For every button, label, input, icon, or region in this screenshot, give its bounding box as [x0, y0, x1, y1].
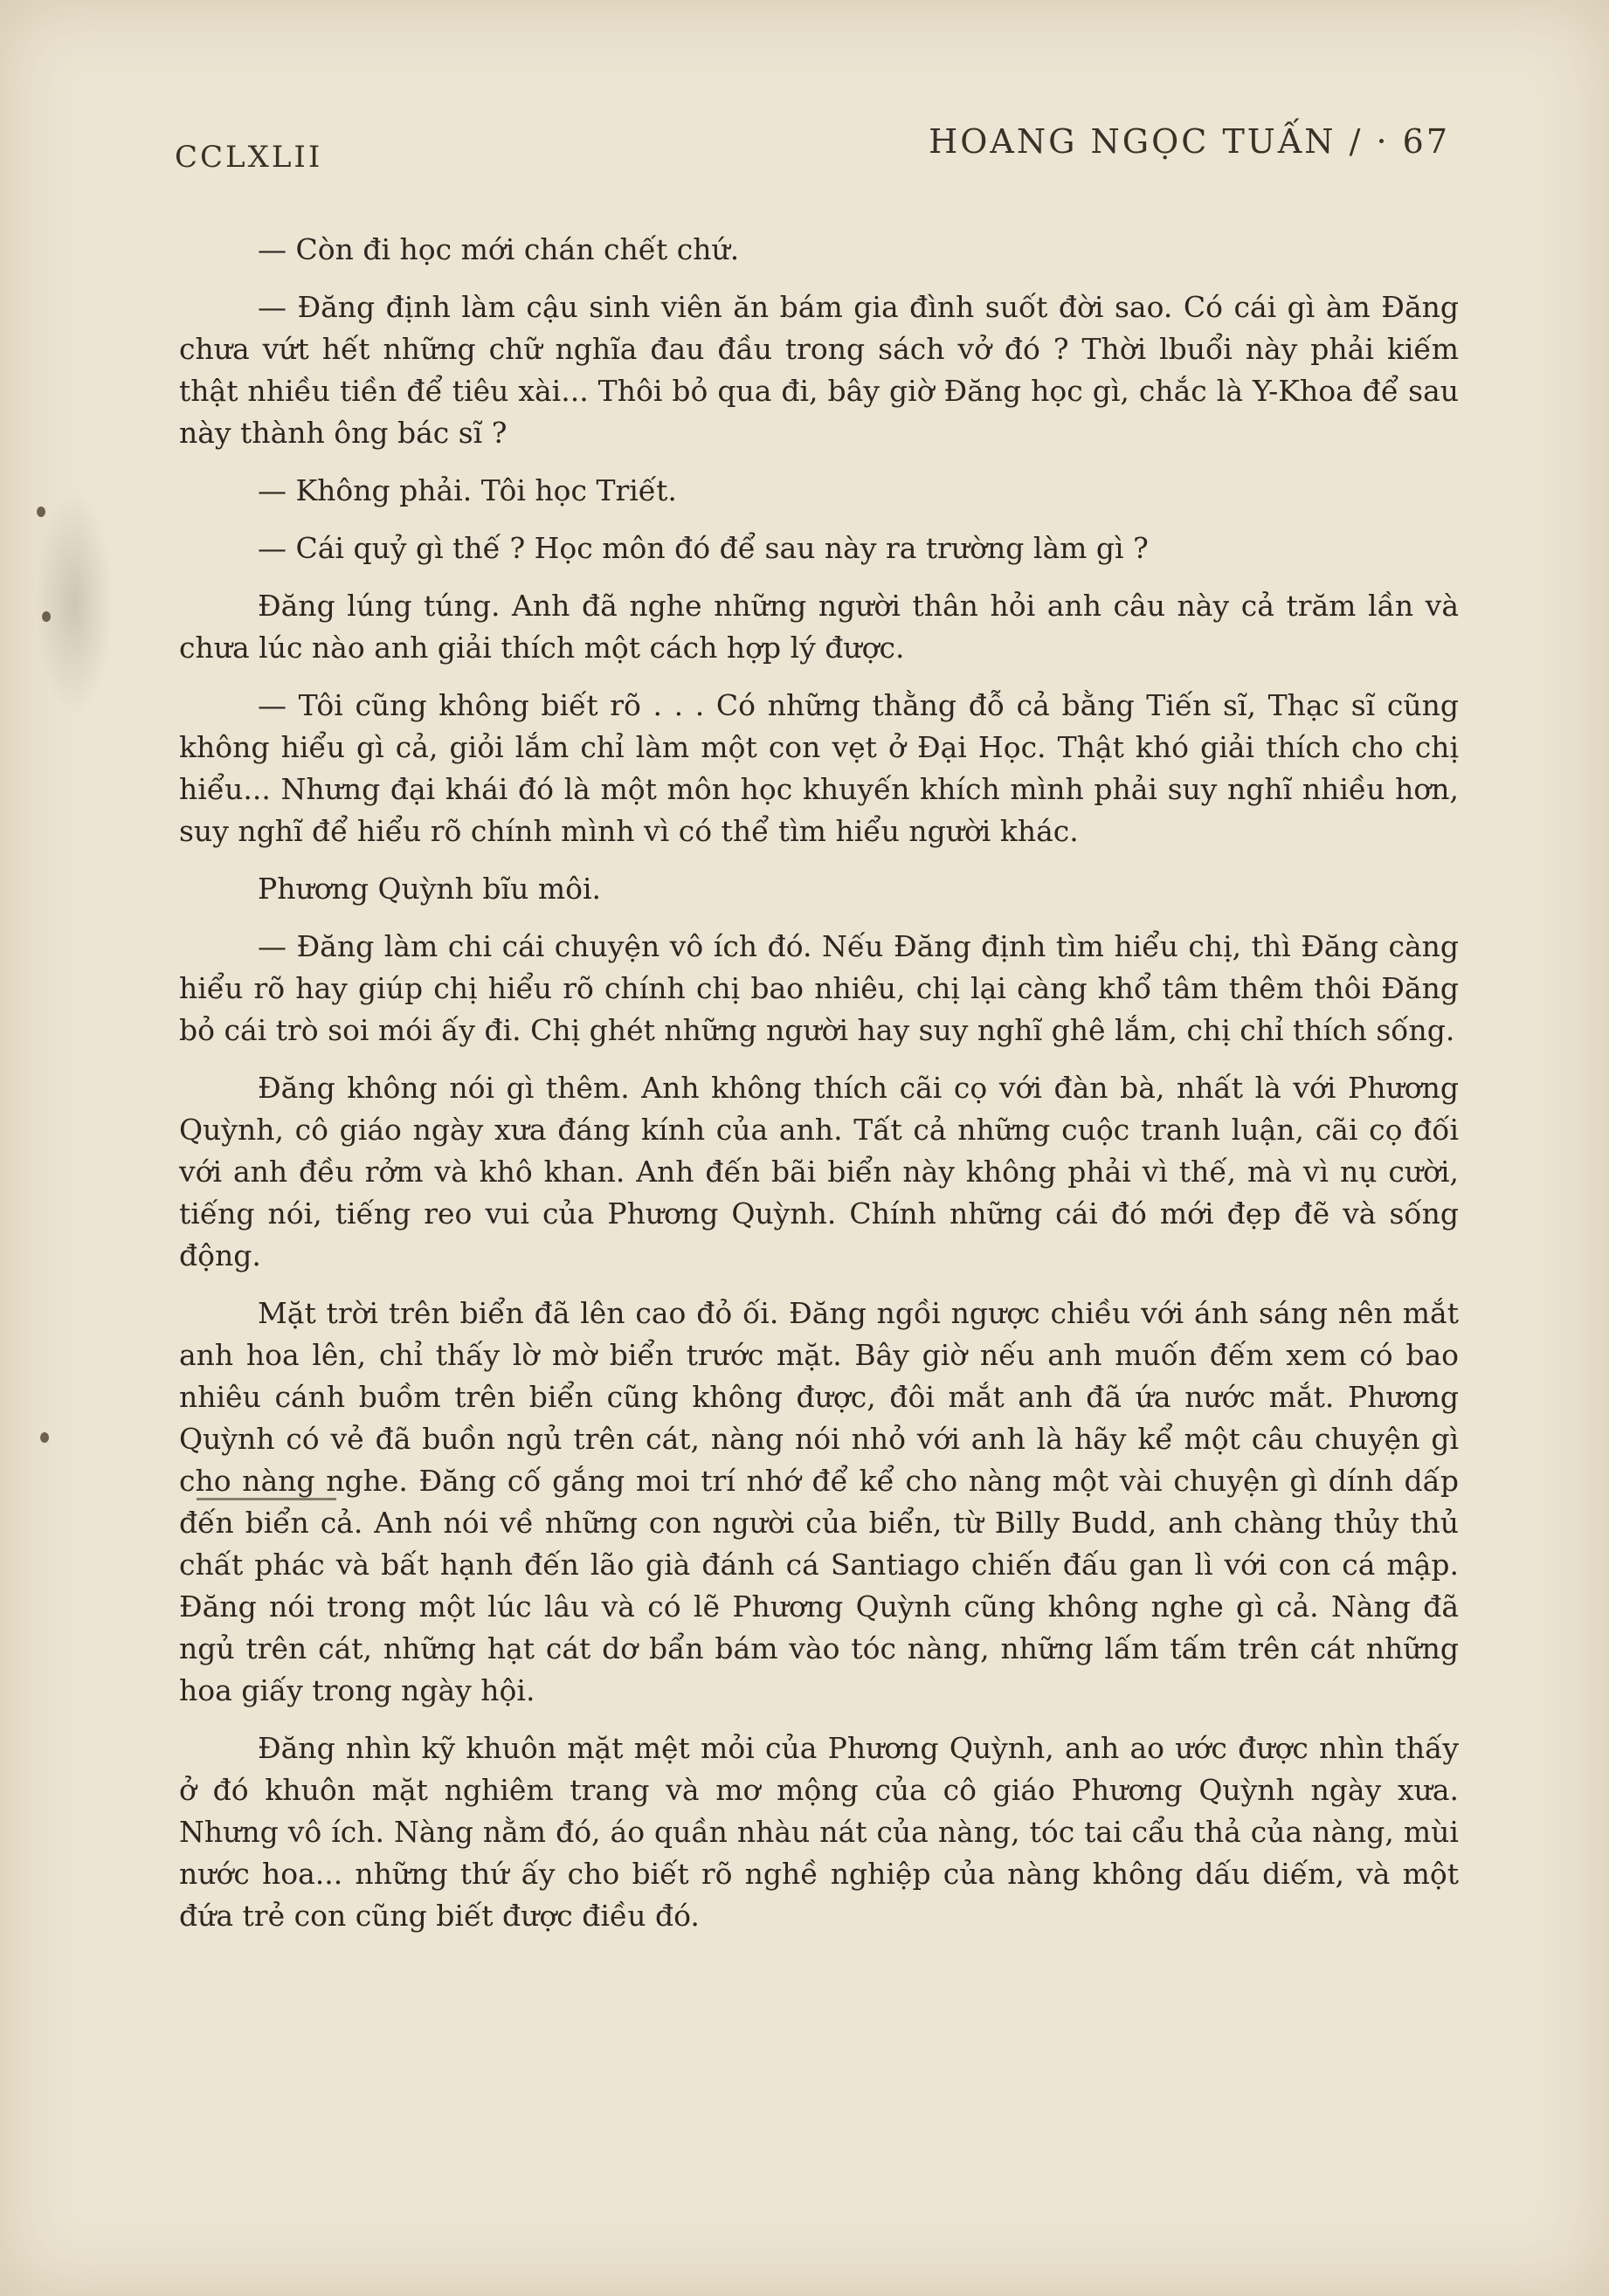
- margin-spot: [42, 611, 51, 622]
- paragraph: Đăng nhìn kỹ khuôn mặt mệt mỏi của Phương Quỳnh, anh ao ước được nhìn thấy ở đó khuôn mặt nghiêm trang và mơ mộng của cô giáo Phương Quỳnh ngày xưa. Nhưng vô ích. Nàng nằm đó, áo quần nhàu nát của nàng, tóc tai cẩu thả của nàng, mùi nước hoa... những thứ ấy cho biết rõ nghề nghiệp của nàng không dấu diếm, và một đứa trẻ con cũng biết được điều đó.: [179, 1731, 1459, 1933]
- paragraph: — Cái quỷ gì thế ? Học môn đó để sau này ra trường làm gì ?: [258, 531, 1149, 565]
- margin-spot: [40, 1432, 49, 1443]
- paragraph: — Đăng định làm cậu sinh viên ăn bám gia đình suốt đời sao. Có cái gì àm Đăng chưa vứt hết những chữ nghĩa đau đầu trong sách vở đó ? Thời lbuổi này phải kiếm thật nhiều tiền để tiêu xài... Thôi bỏ qua đi, bây giờ Đăng học gì, chắc là Y-Khoa để sau này thành ông bác sĩ ?: [179, 290, 1459, 450]
- section-number: CCLXLII: [175, 140, 323, 175]
- paragraph: — Còn đi học mới chán chết chứ.: [258, 232, 740, 266]
- paragraph: — Đăng làm chi cái chuyện vô ích đó. Nếu Đăng định tìm hiểu chị, thì Đăng càng hiểu rõ hay giúp chị hiểu rõ chính chị bao nhiêu, chị lại càng khổ tâm thêm thôi Đăng bỏ cái trò soi mói ấy đi. Chị ghét những người hay suy nghĩ ghê lắm, chị chỉ thích sống.: [179, 929, 1459, 1047]
- paragraph: — Tôi cũng không biết rõ . . . Có những thằng đỗ cả bằng Tiến sĩ, Thạc sĩ cũng không hiểu gì cả, giỏi lắm chỉ làm một con vẹt ở Đại Học. Thật khó giải thích cho chị hiểu... Nhưng đại khái đó là một môn học khuyến khích mình phải suy nghĩ nhiều hơn, suy nghĩ để hiểu rõ chính mình vì có thể tìm hiểu người khác.: [179, 688, 1459, 848]
- paragraph: Đăng lúng túng. Anh đã nghe những người thân hỏi anh câu này cả trăm lần và chưa lúc nào anh giải thích một cách hợp lý được.: [179, 589, 1459, 665]
- paragraph: Đăng không nói gì thêm. Anh không thích cãi cọ với đàn bà, nhất là với Phương Quỳnh, cô giáo ngày xưa đáng kính của anh. Tất cả những cuộc tranh luận, cãi cọ đối với anh đều rởm và khô khan. Anh đến bãi biển này không phải vì thế, mà vì nụ cười, tiếng nói, tiếng reo vui của Phương Quỳnh. Chính những cái đó mới đẹp đẽ và sống động.: [179, 1071, 1459, 1272]
- paragraph: — Không phải. Tôi học Triết.: [258, 473, 677, 507]
- paragraph: Mặt trời trên biển đã lên cao đỏ ối. Đăng ngồi ngược chiều với ánh sáng nên mắt anh hoa lên, chỉ thấy lờ mờ biển trước mặt. Bây giờ nếu anh muốn đếm xem có bao nhiêu cánh buồm trên biển cũng không được, đôi mắt anh đã ứa nước mắt. Phương Quỳnh có vẻ đã buồn ngủ trên cát, nàng nói nhỏ với anh là hãy kể một câu chuyện gì cho nàng nghe. Đăng cố gắng moi trí nhớ để kể cho nàng một vài chuyện gì dính dấp đến biển cả. Anh nói về những con người của biển, từ Billy Budd, anh chàng thủy thủ chất phác và bất hạnh đến lão già đánh cá Santiago chiến đấu gan lì với con cá mập. Đăng nói trong một lúc lâu và có lẽ Phương Quỳnh cũng không nghe gì cả. Nàng đã ngủ trên cát, những hạt cát dơ bẩn bám vào tóc nàng, những lấm tấm trên cát những hoa giấy trong ngày hội.: [179, 1296, 1459, 1707]
- paragraph: Phương Quỳnh bĩu môi.: [258, 872, 602, 906]
- page-stain: [35, 489, 114, 716]
- page-body: [179, 229, 1459, 1953]
- page-header: [175, 122, 1450, 175]
- margin-spot: [37, 507, 45, 517]
- running-title: HOANG NGỌC TUẤN / · 67: [929, 122, 1450, 161]
